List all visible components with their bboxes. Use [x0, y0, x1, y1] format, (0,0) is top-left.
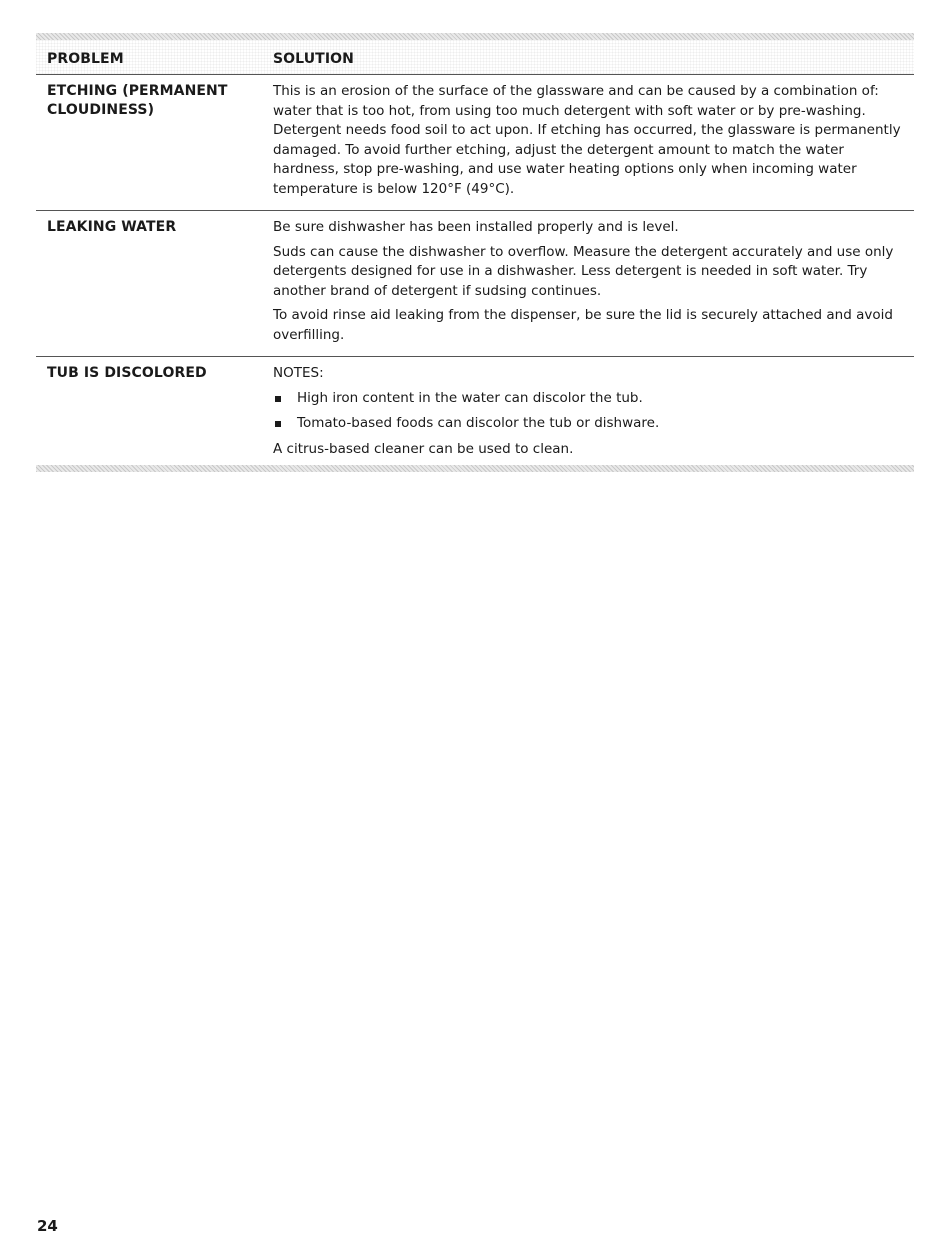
troubleshooting-table: [36, 33, 914, 472]
problem-leaking-water: LEAKING WATER: [47, 219, 177, 235]
header-solution: SOLUTION: [273, 50, 354, 67]
bottom-stripe-divider: [36, 465, 914, 472]
problem-tub-discolored: TUB IS DISCOLORED: [47, 365, 207, 381]
square-bullet-icon: [273, 389, 297, 409]
table-row-leaking-water: [36, 211, 914, 357]
notes-label: NOTES:: [273, 365, 324, 381]
table-header: [36, 40, 914, 75]
square-bullet-icon: [273, 414, 297, 434]
list-item: Tomato-based foods can discolor the tub or dishware.: [273, 414, 904, 434]
top-stripe-divider: [36, 33, 914, 40]
solution-leaking-rinse-aid: To avoid rinse aid leaking from the dispenser, be sure the lid is securely attached and avoid overfilling.: [273, 307, 893, 343]
solution-citrus-cleaner: A citrus-based cleaner can be used to clean.: [273, 440, 574, 457]
problem-etching: ETCHING (PERMANENT CLOUDINESS): [47, 83, 228, 118]
table-row-etching: [36, 75, 914, 211]
solution-etching-text: This is an erosion of the surface of the glassware and can be caused by a combination of: water that is too hot, from using too much detergent with soft water or by pre-washing. Detergent needs food soil to act upon. If etching has occurred, the glassware is permanently damaged. To avoid further etching, adjust the detergent amount to match the water hardness, stop pre-washing, and use water heating options only when incoming water temperature is below 120°F (49°C).: [273, 83, 901, 197]
solution-leaking-suds: Suds can cause the dishwasher to overflow. Measure the detergent accurately and use only detergents designed for use in a dishwasher. Less detergent is needed in soft water. Try another brand of detergent if sudsing continues.: [273, 243, 894, 299]
page-number: 24: [37, 1217, 58, 1235]
list-item: High iron content in the water can discolor the tub.: [273, 389, 904, 409]
solution-leaking-level: Be sure dishwasher has been installed properly and is level.: [273, 219, 679, 235]
table-row-tub-discolored: [36, 357, 914, 465]
header-problem: PROBLEM: [47, 50, 124, 67]
